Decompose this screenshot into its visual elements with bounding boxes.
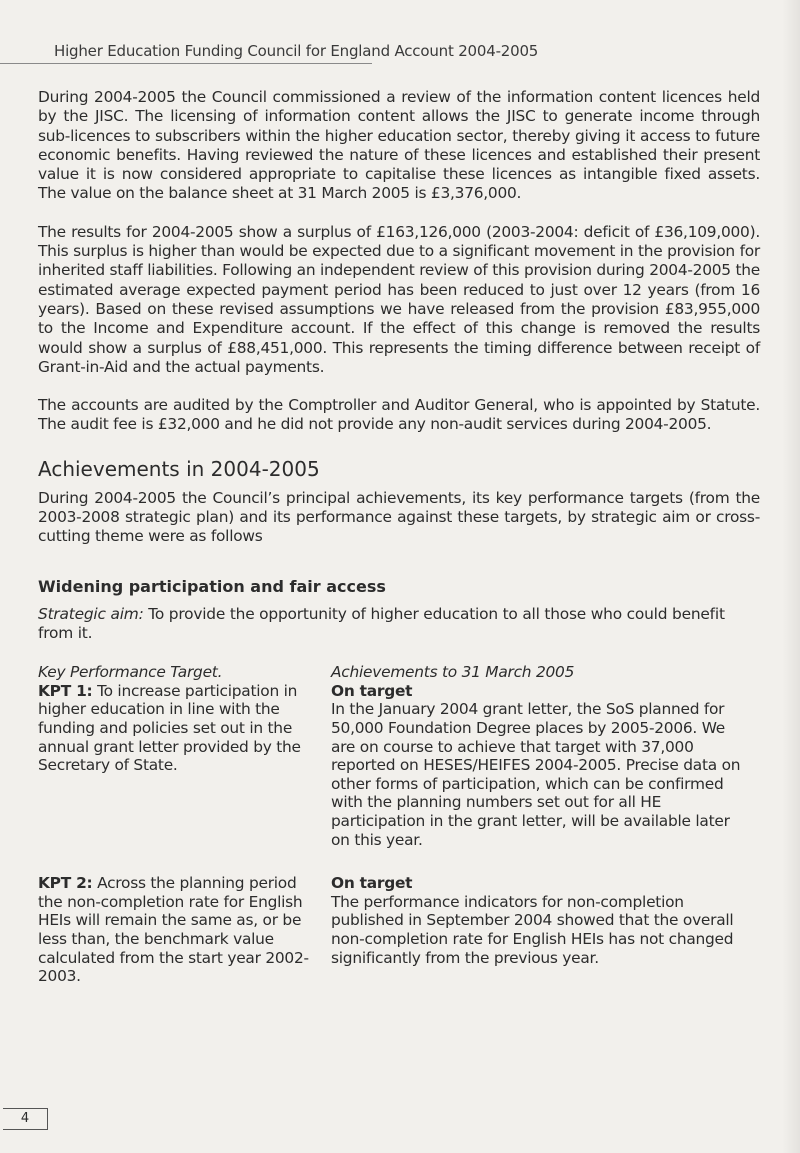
paragraph-licences: During 2004-2005 the Council commissioned a review of the information content licences held by the JISC. The licensing of information content allows the JISC to generate income through sub-licences to subscribers within the higher education sector, thereby giving it access to future economic benefits. Having reviewed the nature of these licences and established their present value it is now considered appropriate to capitalise these licences as intangible fixed assets. The value on the balance sheet at 31 March 2005 is £3,376,000. [38,88,760,203]
kpt-row [38,682,760,849]
achievements-intro: During 2004-2005 the Council’s principal achievements, its key performance targets (from the 2003-2008 strategic plan) and its performance against these targets, by strategic aim or cross-cutting theme were as follows [38,488,760,546]
paragraph-results: The results for 2004-2005 show a surplus of £163,126,000 (2003-2004: deficit of £36,109,000). This surplus is higher than would be expected due to a significant movement in the provision for inherited staff liabilities. Following an independent review of this provision during 2004-2005 the estimated average expected payment period has been reduced to just over 12 years (from 16 years). Based on these revised assumptions we have released from the provision £83,955,000 to the Income and Expenditure account. If the effect of this change is removed the results would show a surplus of £88,451,000. This represents the timing difference between receipt of Grant-in-Aid and the actual payments. [38,222,760,376]
paragraph-audit: The accounts are audited by the Comptroller and Auditor General, who is appointed by Statute. The audit fee is £32,000 and he did not provide any non-audit services during 2004-2005. [38,396,760,434]
kpt-label: KPT 1: [38,681,93,700]
kpt-achievement-text: The performance indicators for non-completion published in September 2004 showed that the overall non-completion rate for English HEIs has not changed significantly from the previous year. [331,892,734,967]
kpt-text: Across the planning period the non-completion rate for English HEIs will remain the same as, or be less than, the benchmark value calculated from the start year 2002-2003. [38,874,309,986]
page-content [38,88,760,1002]
running-header: Higher Education Funding Council for England Account 2004-2005 [54,42,539,60]
kpt-achievement [331,874,741,986]
kpt-label: KPT 2: [38,874,93,893]
achievements-heading: Achievements in 2004-2005 [38,456,320,481]
page-edge-shadow [782,0,800,1153]
kpt-status: On target [331,681,413,700]
kpt-column-header: Key Performance Target. [38,663,223,682]
strategic-aim-label: Strategic aim: [38,604,144,623]
widening-heading: Widening participation and fair access [38,576,386,596]
kpt-table-header [38,663,760,682]
kpt-achievement-text: In the January 2004 grant letter, the SoS planned for 50,000 Foundation Degree places by 2005-2006. We are on course to achieve that target with 37,000 reported on HESES/HEIFES 2004-2005. Precise data on other forms of participation, which can be confirmed with the planning numbers set out for all HE participation in the grant letter, will be available later on this year. [331,700,741,849]
kpt-status: On target [331,874,413,893]
strategic-aim-text: To provide the opportunity of higher education to all those who could benefit from it. [38,604,725,642]
kpt-table [38,663,760,1002]
kpt-text: To increase participation in higher education in line with the funding and policies set out in the annual grant letter provided by the Secretary of State. [38,681,301,775]
achievements-column-header: Achievements to 31 March 2005 [331,663,575,682]
kpt-achievement [331,682,741,849]
kpt-target [38,874,323,986]
strategic-aim [38,605,760,644]
page-number: 4 [3,1108,48,1130]
header-rule [0,63,372,64]
kpt-target [38,682,323,849]
kpt-row [38,874,760,986]
